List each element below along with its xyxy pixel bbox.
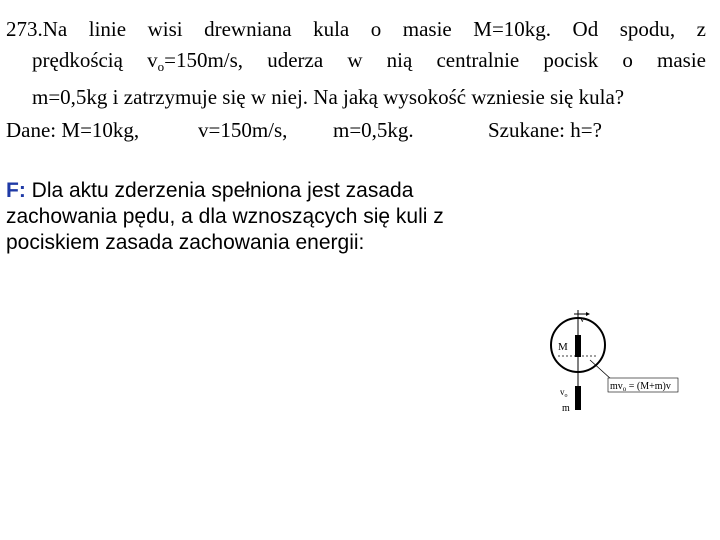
pointer-line <box>590 360 612 380</box>
problem-statement <box>6 14 706 113</box>
velocity-label: v <box>580 314 585 324</box>
velocity-arrow-head <box>586 312 590 316</box>
problem-line-2-end: =150m/s, uderza w nią centralnie pocisk o masie <box>164 48 706 72</box>
mass-M-label: M <box>558 341 568 353</box>
problem-line-2 <box>6 45 706 82</box>
momentum-equation: $mv_o = (M+m)v$ <box>610 381 671 393</box>
collision-diagram <box>540 300 680 425</box>
vo-label: $v_o$ <box>560 387 568 399</box>
sought-height: Szukane: h=? <box>488 118 602 142</box>
problem-line-2-start: prędkością v <box>32 48 158 72</box>
problem-line-1: 273.Na linie wisi drewniana kula o masie M=10kg. Od spodu, z <box>6 17 706 41</box>
given-mass-m: m=0,5kg. <box>333 118 414 142</box>
physics-explanation <box>6 178 466 256</box>
given-velocity: v=150m/s, <box>198 118 288 142</box>
problem-line-3: m=0,5kg i zatrzymuje się w niej. Na jaką wysokość wzniesie się kula? <box>32 85 625 109</box>
velocity-subscript: o <box>157 59 165 74</box>
ball-block <box>575 335 581 357</box>
physics-label: F: <box>6 179 26 202</box>
bullet-block <box>575 386 581 410</box>
physics-text: Dla aktu zderzenia spełniona jest zasada zachowania pędu, a dla wznoszących się kuli z pociskiem zasada zachowania energii: <box>6 179 444 254</box>
mass-m-label: m <box>562 403 570 414</box>
given-mass-M: Dane: M=10kg, <box>6 118 140 142</box>
